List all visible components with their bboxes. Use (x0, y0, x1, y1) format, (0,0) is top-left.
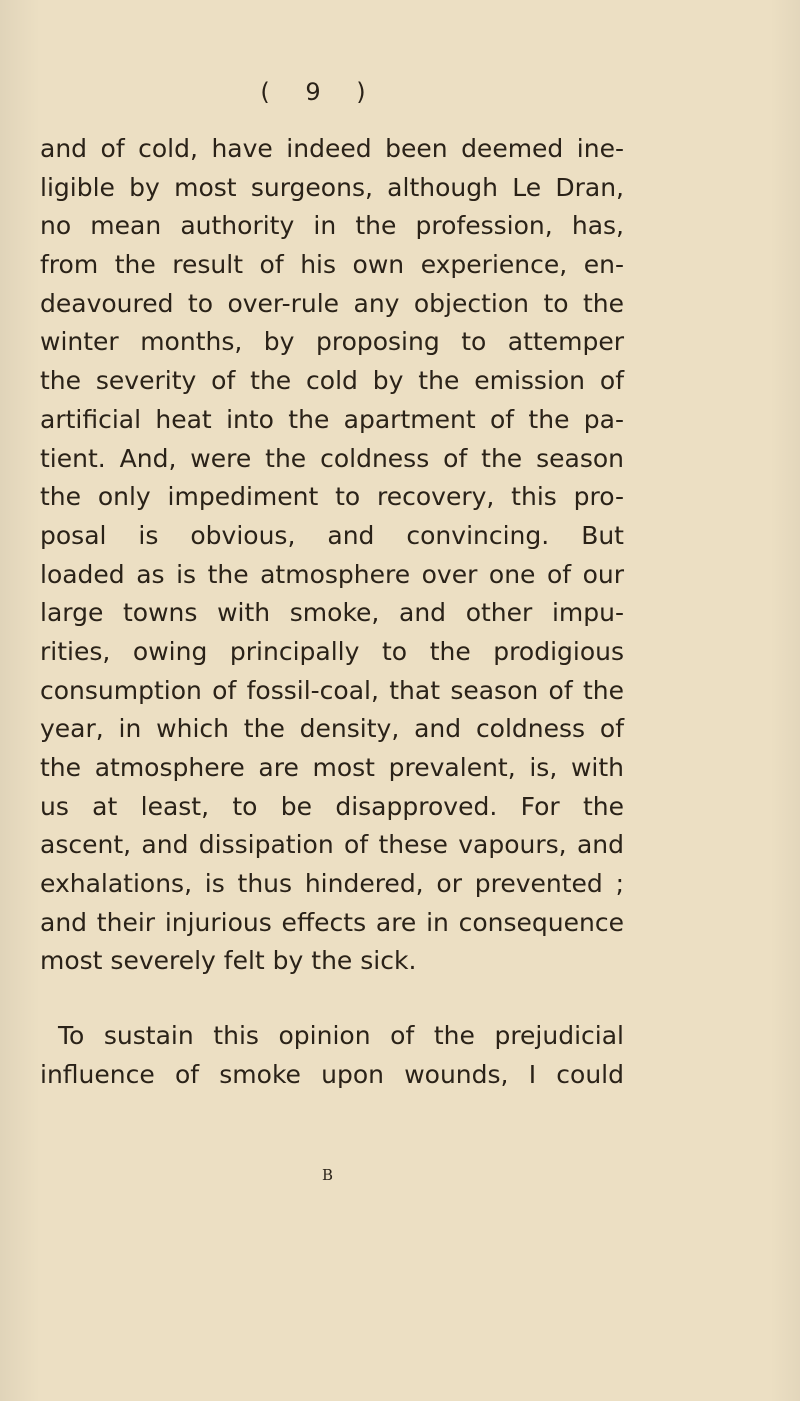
paragraph-1 (40, 130, 624, 981)
text-line: the atmosphere are most prevalent, is, with (40, 753, 624, 782)
text-line: us at least, to be disapproved. For the (40, 791, 624, 821)
paragraph-2 (40, 1017, 624, 1094)
text-line: rities, owing principally to the prodigious (40, 636, 624, 666)
text-line: artificial heat into the apartment of the pa- (40, 404, 624, 434)
text-line: loaded as is the atmosphere over one of our (40, 559, 624, 589)
text-line: large towns with smoke, and other impu- (40, 598, 624, 628)
text-line: and of cold, have indeed been deemed ine- (40, 134, 624, 163)
text-line: year, in which the density, and coldness of (40, 714, 624, 744)
text-line: ligible by most surgeons, although Le Dran, (40, 172, 624, 202)
paragraph-gap (40, 981, 624, 1017)
text-line: ascent, and dissipation of these vapours, and (40, 830, 624, 860)
text-line: exhalations, is thus hindered, or prevented ; (40, 869, 624, 899)
text-line: the only impediment to recovery, this pro- (40, 482, 624, 512)
text-line: influence of smoke upon wounds, I could (40, 1059, 624, 1089)
text-line: deavoured to over-rule any objection to the (40, 288, 624, 318)
text-line: To sustain this opinion of the prejudicial (58, 1021, 624, 1051)
body-text (40, 130, 624, 1095)
text-line: consumption of fossil-coal, that season of the (40, 675, 624, 705)
text-line: posal is obvious, and convincing. But (40, 520, 624, 550)
signature-mark: B (322, 1166, 334, 1184)
text-line: from the result of his own experience, en- (40, 250, 624, 280)
page-number: ( 9 ) (260, 78, 380, 106)
text-line: the severity of the cold by the emission of (40, 366, 624, 396)
text-line: tient. And, were the coldness of the season (40, 443, 624, 473)
text-line: winter months, by proposing to attemper (40, 327, 624, 357)
text-line: and their injurious effects are in consequence (40, 907, 624, 937)
text-line: most severely felt by the sick. (40, 946, 417, 976)
text-line: no mean authority in the profession, has, (40, 211, 624, 241)
